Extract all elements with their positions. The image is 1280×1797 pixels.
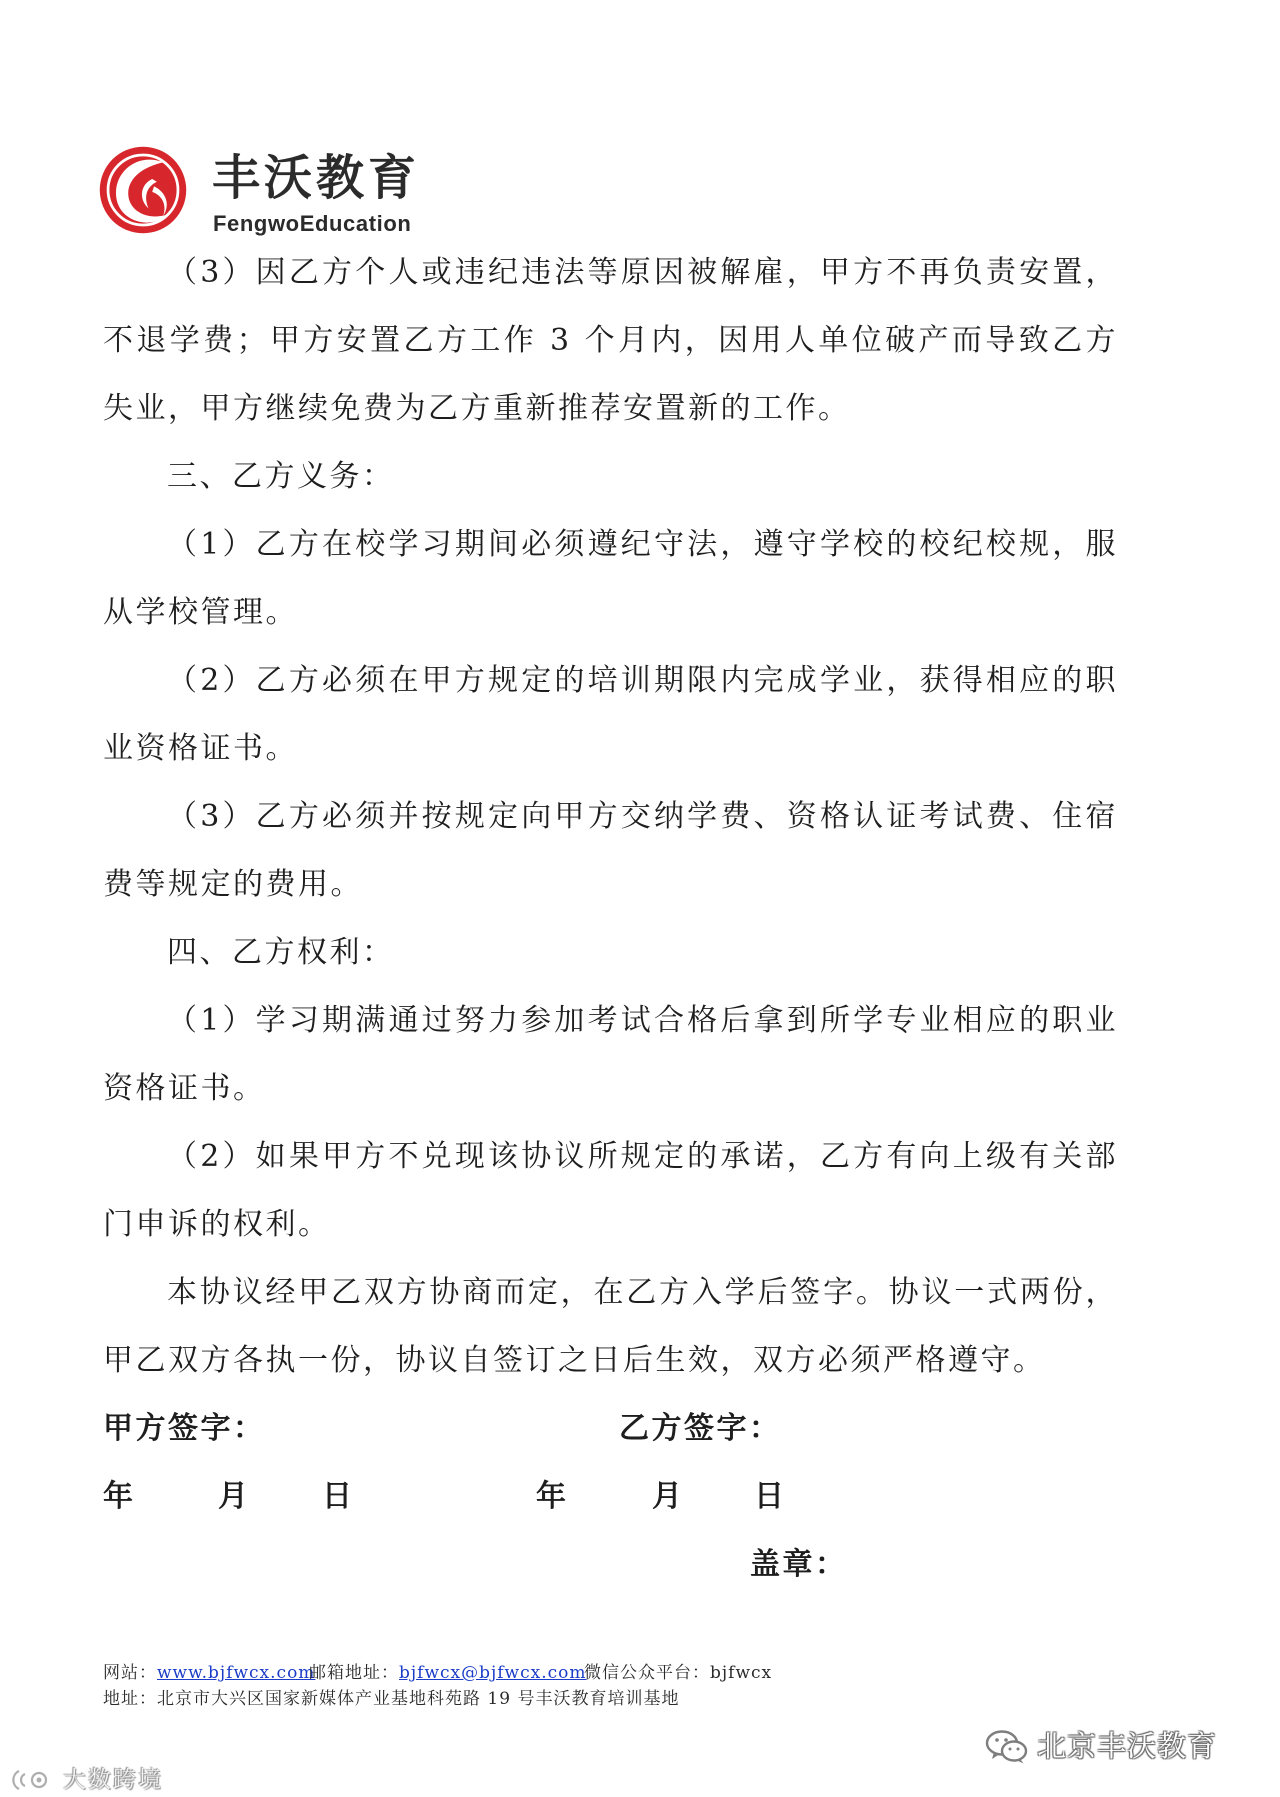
text-line: （1）学习期满通过努力参加考试合格后拿到所学专业相应的职业	[167, 1003, 1118, 1038]
party-b-date-month: 月	[652, 1479, 685, 1514]
clause-party-a-3	[103, 239, 1118, 443]
wechat-label: 微信公众平台：	[584, 1663, 710, 1683]
clause-party-b-right-1	[103, 987, 1118, 1123]
party-a-date-year: 年	[103, 1479, 136, 1514]
seal-label: 盖章：	[750, 1547, 848, 1582]
clause-party-b-obligation-2	[103, 647, 1118, 783]
agreement-body	[103, 239, 1118, 1395]
text-line: 从学校管理。	[103, 595, 298, 630]
text-line: （2）乙方必须在甲方规定的培训期限内完成学业，获得相应的职	[167, 663, 1118, 698]
text-line: （2）如果甲方不兑现该协议所规定的承诺，乙方有向上级有关部	[167, 1139, 1118, 1174]
logo-name-cn: 丰沃教育	[212, 150, 421, 206]
footer-contact-line	[0, 1662, 1280, 1684]
closing-paragraph	[103, 1259, 1118, 1395]
email-label: 邮箱地址：	[309, 1663, 399, 1683]
clause-party-b-obligation-3	[103, 783, 1118, 919]
wechat-id: bjfwcx	[710, 1663, 773, 1683]
section-heading-party-b-obligations	[103, 443, 1118, 511]
party-b-date-day: 日	[754, 1479, 787, 1514]
website-label: 网站：	[103, 1663, 157, 1683]
email-link[interactable]: bjfwcx@bjfwcx.com	[399, 1663, 587, 1683]
wechat-account-watermark: 北京丰沃教育	[1037, 1729, 1218, 1763]
text-line: （1）乙方在校学习期间必须遵纪守法，遵守学校的校纪校规，服	[167, 527, 1118, 562]
footer-wechat	[584, 1662, 772, 1684]
text-line: 门申诉的权利。	[103, 1207, 331, 1242]
footer-address-line	[0, 1688, 1280, 1710]
fengwo-swirl-logo-icon	[97, 144, 189, 236]
signature-dates-row	[0, 1463, 1280, 1531]
footer-email	[309, 1662, 587, 1684]
text-line: 本协议经甲乙双方协商而定，在乙方入学后签字。协议一式两份，	[167, 1275, 1118, 1310]
dashu-logo-icon	[11, 1768, 57, 1792]
party-a-date-day: 日	[322, 1479, 355, 1514]
footer-address: 地址：北京市大兴区国家新媒体产业基地科苑路 19 号丰沃教育培训基地	[103, 1689, 680, 1709]
text-line: 三、乙方义务：	[167, 459, 395, 494]
text-line: 资格证书。	[103, 1071, 266, 1106]
text-line: 失业，甲方继续免费为乙方重新推荐安置新的工作。	[103, 391, 851, 426]
signature-labels-row	[0, 1395, 1280, 1463]
party-a-date-month: 月	[218, 1479, 251, 1514]
text-line: （3）因乙方个人或违纪违法等原因被解雇，甲方不再负责安置，	[167, 255, 1118, 290]
corner-watermark: 大数跨境	[63, 1767, 163, 1793]
text-line: 费等规定的费用。	[103, 867, 363, 902]
text-line: 业资格证书。	[103, 731, 298, 766]
clause-party-b-right-2	[103, 1123, 1118, 1259]
section-heading-party-b-rights	[103, 919, 1118, 987]
party-b-signature-label: 乙方签字：	[619, 1411, 782, 1446]
logo-name-en: FengwoEducation	[213, 211, 412, 236]
clause-party-b-obligation-1	[103, 511, 1118, 647]
seal-row	[0, 1531, 1280, 1599]
text-line: （3）乙方必须并按规定向甲方交纳学费、资格认证考试费、住宿	[167, 799, 1118, 834]
text-line: 甲乙双方各执一份，协议自签订之日后生效，双方必须严格遵守。	[103, 1343, 1046, 1378]
party-a-signature-label: 甲方签字：	[103, 1411, 266, 1446]
text-line: 不退学费；甲方安置乙方工作 3 个月内，因用人单位破产而导致乙方	[103, 323, 1118, 358]
website-link[interactable]: www.bjfwcx.com	[157, 1663, 316, 1683]
party-b-date-year: 年	[536, 1479, 569, 1514]
text-line: 四、乙方权利：	[167, 935, 395, 970]
wechat-icon	[985, 1729, 1029, 1765]
footer-website	[103, 1662, 315, 1684]
